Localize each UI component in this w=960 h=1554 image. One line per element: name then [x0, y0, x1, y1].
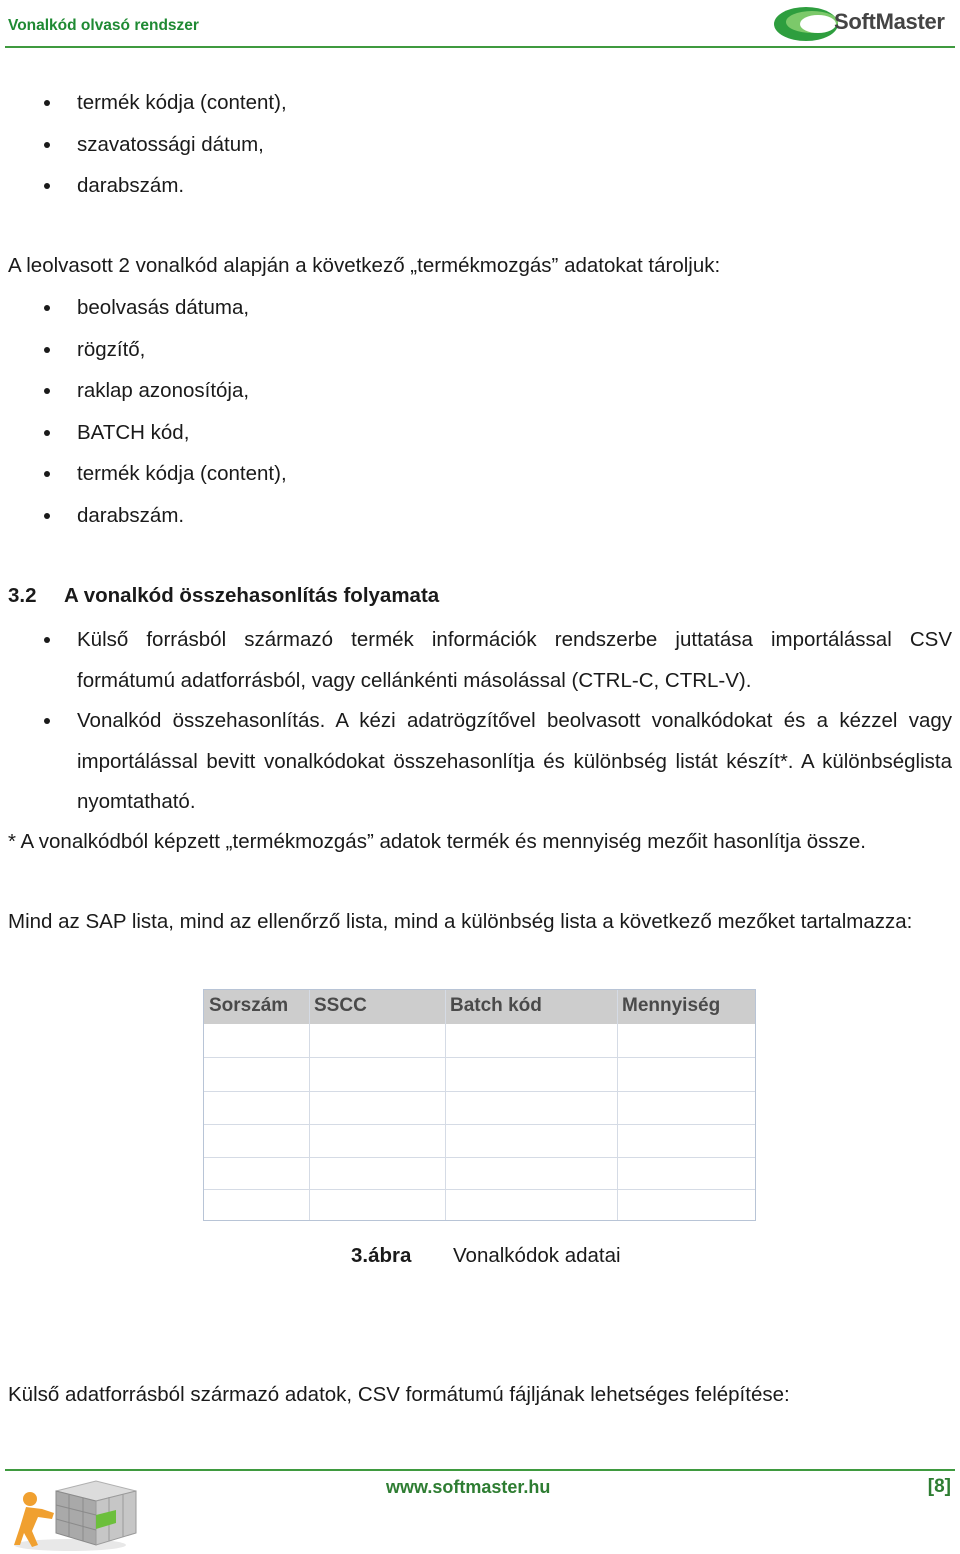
bullet-icon [44, 718, 50, 724]
bullet-icon [44, 183, 50, 189]
list-mid [0, 287, 952, 536]
logo-text: SoftMaster [834, 9, 945, 34]
footer-url[interactable]: www.softmaster.hu [386, 1477, 551, 1497]
footer-rule [5, 1469, 955, 1471]
bullet-icon [44, 513, 50, 519]
fields-paragraph: Mind az SAP lista, mind az ellenőrző lista, mind a különbség lista a következő mezőket tartalmazza: [8, 910, 913, 933]
section-heading [8, 584, 439, 608]
figure-caption: Vonalkódok adatai [453, 1244, 621, 1267]
bullet-icon [44, 471, 50, 477]
list-item: szavatossági dátum, [0, 124, 952, 166]
table-header-cell: Mennyiség [622, 995, 721, 1016]
intro-paragraph: A leolvasott 2 vonalkód alapján a következő „termékmozgás” adatokat tároljuk: [8, 254, 721, 277]
figure-number: 3.ábra [351, 1244, 412, 1267]
list-top [0, 82, 952, 207]
list-item: Vonalkód összehasonlítás. A kézi adatrögzítővel beolvasott vonalkódokat és a kézzel vagy importálással bevitt vonalkódokat összehasonlítja és különbség listát készít*. A különbséglista nyomtatható. [0, 701, 952, 823]
list-item: BATCH kód, [0, 412, 952, 454]
list-item: darabszám. [0, 165, 952, 207]
fields-table [203, 989, 756, 1221]
pushing-cube-icon [8, 1475, 148, 1553]
list-item: termék kódja (content), [0, 453, 952, 495]
table-header-cell: Batch kód [450, 995, 542, 1016]
list-item: beolvasás dátuma, [0, 287, 952, 329]
section-number: 3.2 [8, 584, 37, 607]
bullet-icon [44, 305, 50, 311]
bullet-icon [44, 100, 50, 106]
section-list [0, 620, 952, 823]
bullet-icon [44, 347, 50, 353]
softmaster-logo [772, 3, 952, 45]
list-item: termék kódja (content), [0, 82, 952, 124]
note-paragraph: * A vonalkódból képzett „termékmozgás” adatok termék és mennyiség mezőit hasonlítja össze. [8, 830, 867, 853]
list-item: darabszám. [0, 495, 952, 537]
list-item: raklap azonosítója, [0, 370, 952, 412]
header-rule [5, 46, 955, 48]
bullet-icon [44, 142, 50, 148]
list-item: rögzítő, [0, 329, 952, 371]
header-title: Vonalkód olvasó rendszer [8, 17, 199, 34]
section-title: A vonalkód összehasonlítás folyamata [64, 584, 440, 607]
table-header-cell: Sorszám [209, 995, 289, 1016]
bullet-icon [44, 637, 50, 643]
list-item: Külső forrásból származó termék információk rendszerbe juttatása importálással CSV formátumú adatforrásból, vagy cellánkénti másolással (CTRL-C, CTRL-V). [0, 620, 952, 701]
bullet-icon [44, 430, 50, 436]
page-number: [8] [927, 1476, 951, 1497]
bullet-icon [44, 388, 50, 394]
csv-paragraph: Külső adatforrásból származó adatok, CSV formátumú fájljának lehetséges felépítése: [8, 1383, 790, 1406]
table-header-cell: SSCC [314, 995, 367, 1016]
